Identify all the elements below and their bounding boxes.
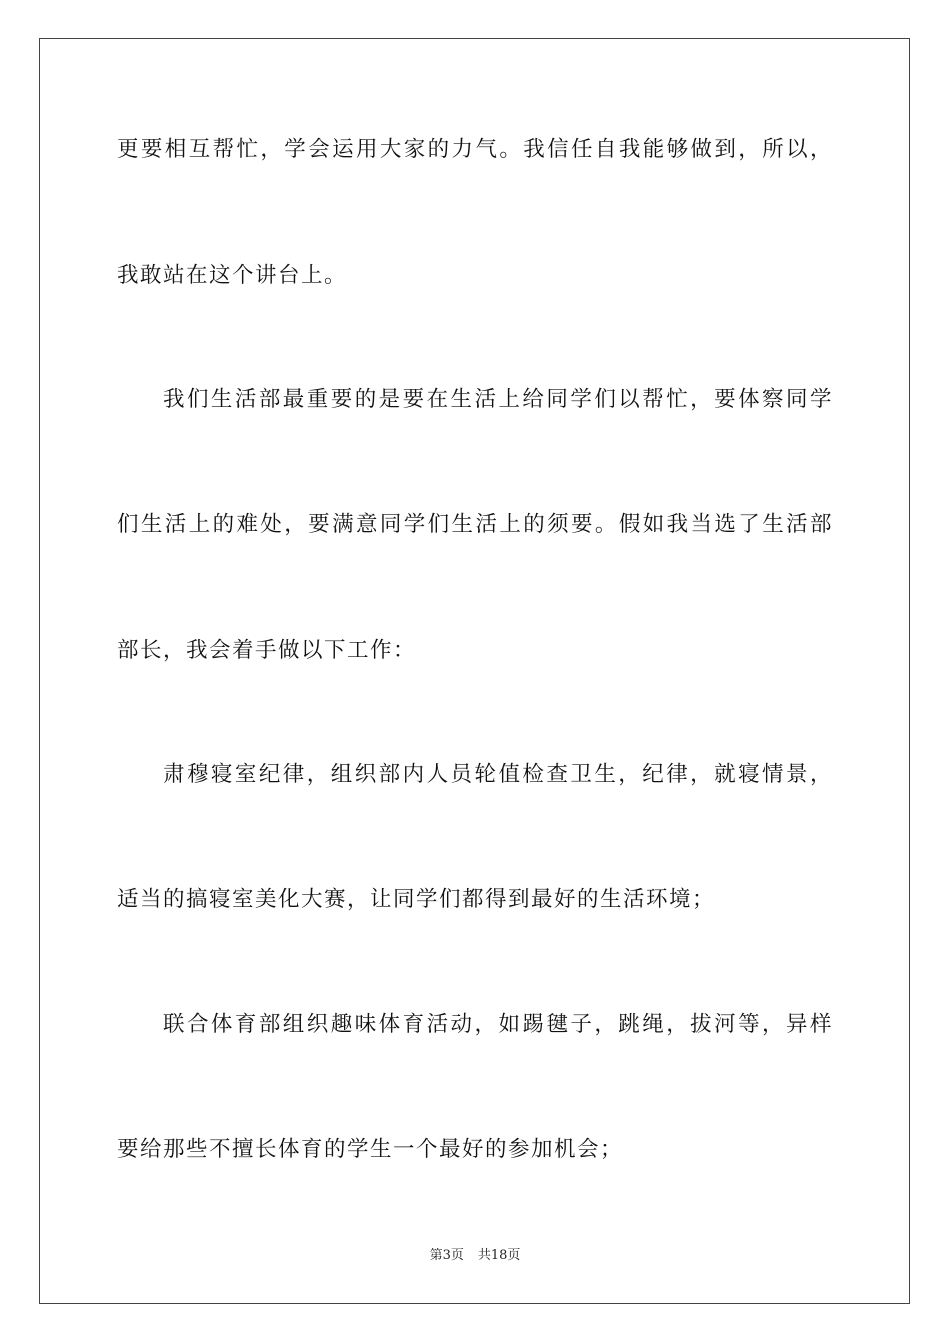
page-number: 第3页	[429, 1248, 464, 1263]
page-border	[39, 38, 910, 1304]
text-line-6: 肃穆寝室纪律，组织部内人员轮值检查卫生，纪律，就寝情景，	[163, 762, 833, 787]
text-line-7: 适当的搞寝室美化大赛，让同学们都得到最好的生活环境；	[117, 887, 716, 912]
total-pages: 共18页	[477, 1248, 521, 1263]
text-line-8: 联合体育部组织趣味体育活动，如踢毽子，跳绳，拔河等，异样	[163, 1012, 833, 1037]
text-line-5: 部长，我会着手做以下工作：	[117, 638, 417, 663]
text-line-2: 我敢站在这个讲台上。	[117, 263, 348, 288]
page-footer	[0, 1247, 950, 1265]
text-line-4: 们生活上的难处，要满意同学们生活上的须要。假如我当选了生活部	[117, 512, 833, 537]
text-line-9: 要给那些不擅长体育的学生一个最好的参加机会；	[117, 1137, 624, 1162]
text-line-1: 更要相互帮忙，学会运用大家的力气。我信任自我能够做到，所以，	[117, 137, 833, 162]
text-line-3: 我们生活部最重要的是要在生活上给同学们以帮忙，要体察同学	[163, 387, 833, 412]
